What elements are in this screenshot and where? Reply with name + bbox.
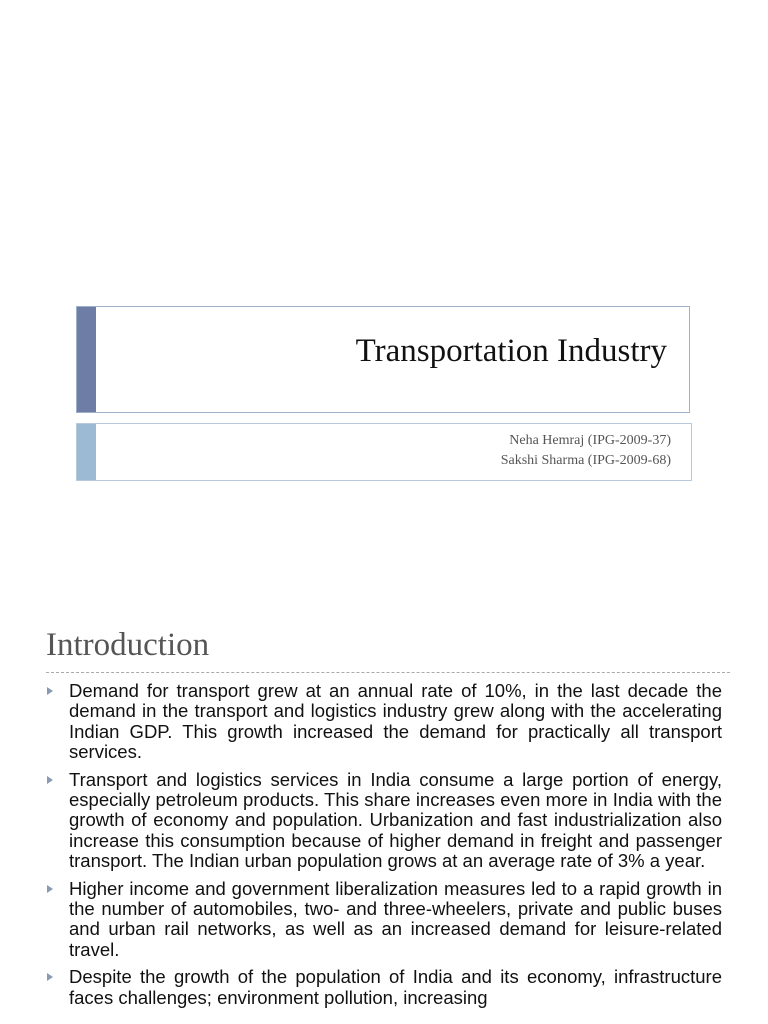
bullet-text: Despite the growth of the population of India and its economy, infrastructure faces challenges; environment pollution, increasing [69, 966, 722, 1008]
bullet-text: Demand for transport grew at an annual rate of 10%, in the last decade the demand in the transport and logistics industry grew along with the accelerating Indian GDP. This growth increased the demand for practically all transport services. [69, 680, 722, 763]
authors [501, 431, 671, 471]
triangle-bullet-icon [47, 687, 53, 695]
bullet-text: Higher income and government liberalization measures led to a rapid growth in the number of automobiles, two- and three-wheelers, private and public buses and urban rail networks, as well as an increased demand for leisure-related travel. [69, 877, 722, 960]
triangle-bullet-icon [47, 973, 53, 981]
title-accent-bar [77, 307, 96, 412]
subtitle-accent-bar [77, 424, 96, 480]
author-2: Sakshi Sharma (IPG-2009-68) [500, 453, 671, 468]
intro-heading: Introduction [46, 627, 210, 663]
author-1: Neha Hemraj (IPG-2009-37) [509, 433, 671, 448]
heading-divider [46, 672, 730, 673]
bullet-text: Transport and logistics services in India consume a large portion of energy, especially petroleum products. This share increases even more in India with the growth of economy and population. Urbanization and fast industrialization also increase this consumption because of higher demand in freight and passenger transport. The Indian urban population grows at an average rate of 3% a year. [69, 768, 722, 872]
triangle-bullet-icon [47, 776, 53, 784]
list-item [46, 967, 722, 1008]
slide-title: Transportation Industry [355, 333, 667, 369]
subtitle-box [76, 423, 692, 481]
list-item [46, 879, 722, 961]
bullet-list [46, 681, 722, 1015]
triangle-bullet-icon [47, 885, 53, 893]
list-item [46, 770, 722, 872]
title-box [76, 306, 690, 413]
list-item [46, 681, 722, 763]
